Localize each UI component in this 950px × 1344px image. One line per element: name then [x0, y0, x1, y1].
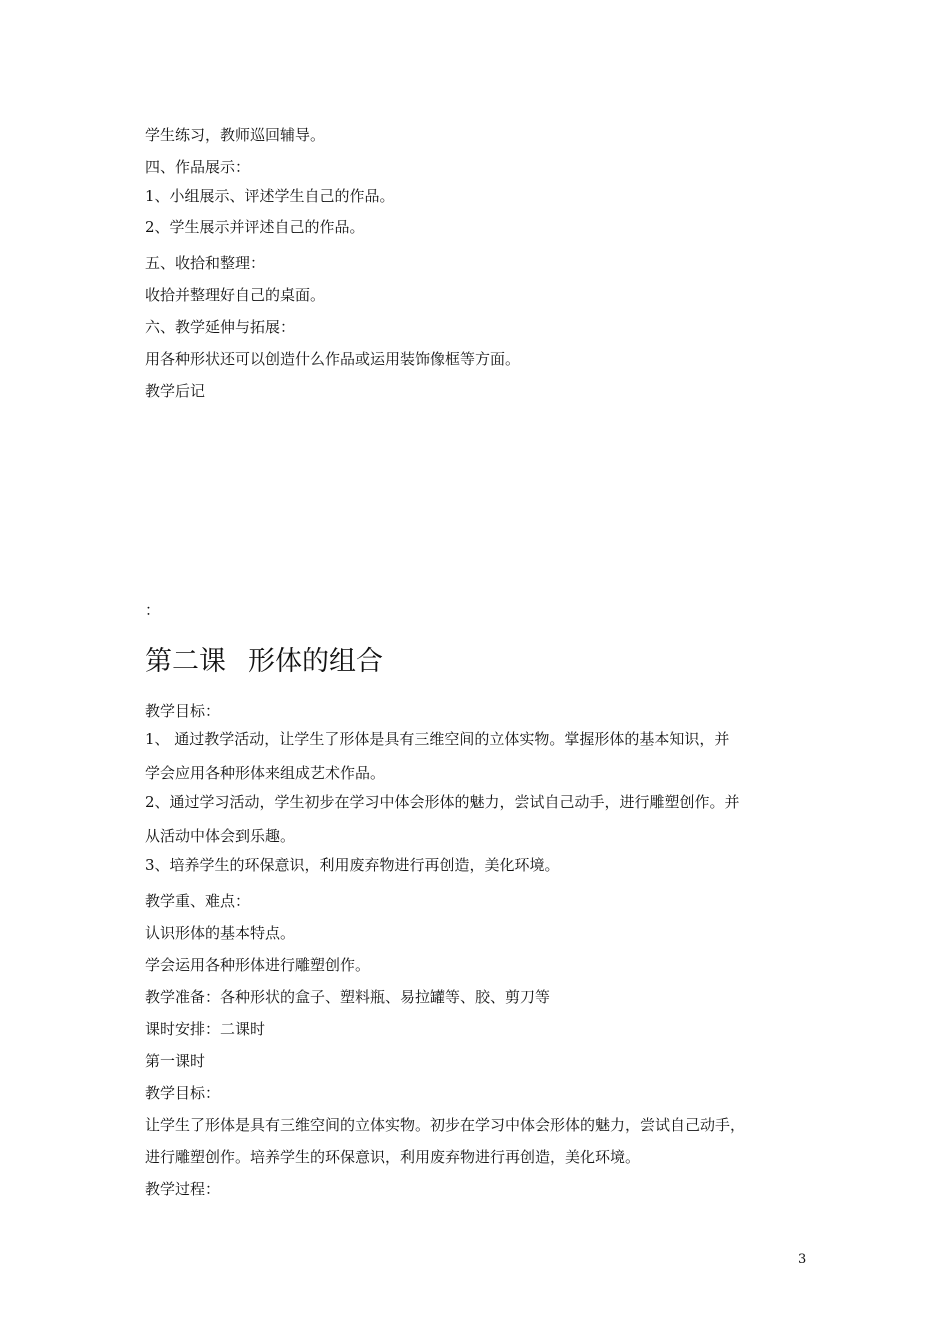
text-line: 学会运用各种形体进行雕塑创作。 — [145, 956, 371, 974]
text-line: 教学目标： — [145, 1084, 221, 1102]
text-line: 让学生了形体是具有三维空间的立体实物。初步在学习中体会形体的魅力，尝试自己动手， — [145, 1116, 746, 1134]
text-line: 五、收拾和整理： — [145, 254, 266, 272]
text-line: 教学准备：各种形状的盒子、塑料瓶、易拉罐等、胶、剪刀等 — [145, 988, 551, 1006]
text-line: 进行雕塑创作。培养学生的环保意识，利用废弃物进行再创造，美化环境。 — [145, 1148, 641, 1166]
text-line: 用各种形状还可以创造什么作品或运用装饰像框等方面。 — [145, 350, 521, 368]
text-line: 学生练习，教师巡回辅导。 — [145, 126, 326, 144]
text-line: 认识形体的基本特点。 — [145, 924, 296, 942]
page-number: 3 — [798, 1252, 807, 1267]
text-line: 1、小组展示、评述学生自己的作品。 — [145, 187, 395, 205]
text-line: 3、培养学生的环保意识，利用废弃物进行再创造，美化环境。 — [145, 856, 560, 874]
text-line: 教学目标： — [145, 702, 221, 720]
text-line: 收拾并整理好自己的桌面。 — [145, 286, 326, 304]
text-line: 1、 通过教学活动，让学生了形体是具有三维空间的立体实物。掌握形体的基本知识，并 — [145, 730, 730, 748]
text-line: 2、通过学习活动，学生初步在学习中体会形体的魅力，尝试自己动手，进行雕塑创作。并 — [145, 793, 740, 811]
text-line: 教学后记 — [145, 382, 206, 400]
text-line: 学会应用各种形体来组成艺术作品。 — [145, 764, 386, 782]
text-line: 教学过程： — [145, 1180, 221, 1198]
lesson-name: 形体的组合 — [248, 646, 383, 677]
separator-mark: ： — [145, 601, 161, 619]
lesson-number: 第二课 — [145, 646, 226, 677]
lesson-title — [145, 644, 383, 680]
text-line: 课时安排：二课时 — [145, 1020, 266, 1038]
text-line: 教学重、难点： — [145, 892, 251, 910]
text-line: 第一课时 — [145, 1052, 206, 1070]
text-line: 六、教学延伸与拓展： — [145, 318, 296, 336]
text-line: 从活动中体会到乐趣。 — [145, 827, 296, 845]
text-line: 2、学生展示并评述自己的作品。 — [145, 218, 365, 236]
text-line: 四、作品展示： — [145, 158, 251, 176]
